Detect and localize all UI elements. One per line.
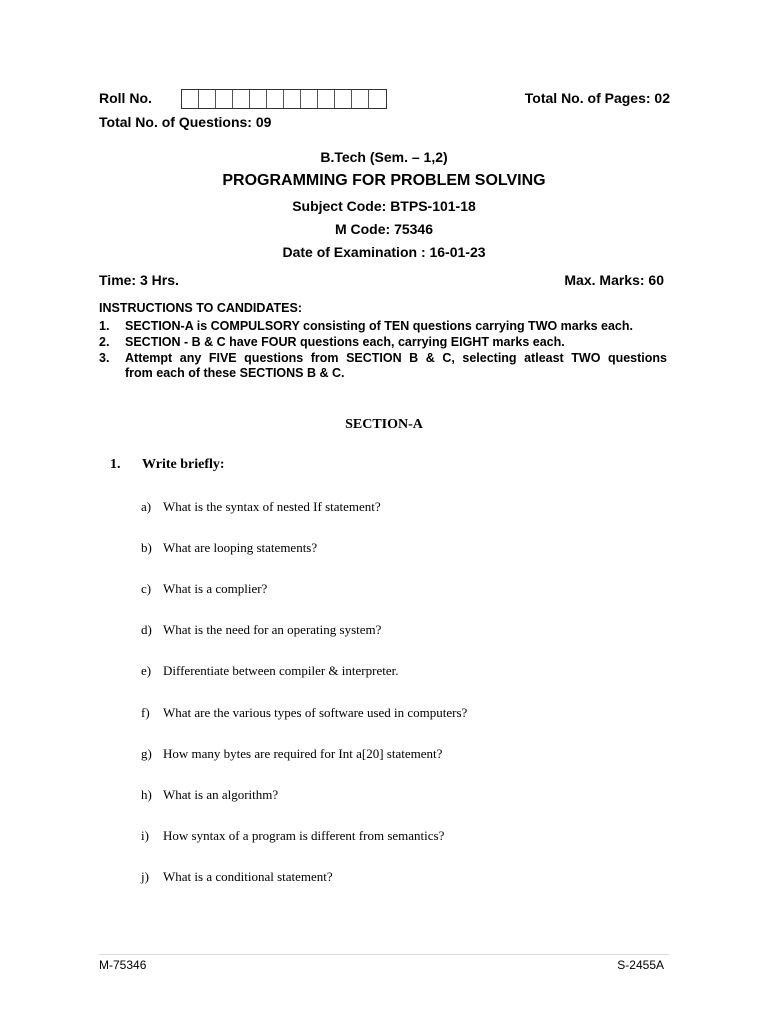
sub-question-text: What is a conditional statement? [163,868,333,884]
roll-digit-box[interactable] [216,90,233,108]
m-code: M Code: 75346 [334,221,434,237]
sub-question [0,622,768,640]
instruction-text: SECTION - B & C have FOUR questions each, carrying EIGHT marks each. [125,335,565,349]
sub-question-text: What is the need for an operating system? [163,622,382,638]
sub-question-letter: b) [141,540,152,556]
roll-number-boxes[interactable] [181,89,387,109]
footer-right-code: S-2455A [617,958,664,972]
roll-digit-box[interactable] [301,90,318,108]
sub-question-letter: i) [141,827,149,843]
sub-question-text: What is an algorithm? [163,786,279,802]
subject-code: Subject Code: BTPS-101-18 [292,198,476,214]
roll-digit-box[interactable] [318,90,335,108]
sub-question-letter: e) [141,663,152,679]
sub-question-text: What is a complier? [163,581,268,597]
instruction-number: 1. [99,319,110,333]
sub-question-letter: h) [141,786,152,802]
instruction-number: 2. [99,335,110,349]
instruction-item [0,319,768,335]
sub-question-text: What are looping statements? [163,540,318,556]
footer-divider [99,954,669,955]
instruction-number: 3. [99,351,110,365]
total-questions: Total No. of Questions: 09 [99,114,272,130]
roll-digit-box[interactable] [352,90,369,108]
roll-digit-box[interactable] [250,90,267,108]
sub-question [0,869,768,887]
sub-question [0,663,768,681]
roll-digit-box[interactable] [233,90,250,108]
roll-digit-box[interactable] [369,90,386,108]
instruction-item [0,351,768,383]
roll-no-label: Roll No. [99,90,152,106]
exam-date: Date of Examination : 16-01-23 [282,244,486,260]
sub-question [0,787,768,805]
course-line: B.Tech (Sem. – 1,2) [320,149,448,165]
roll-digit-box[interactable] [335,90,352,108]
question-title: Write briefly: [142,457,225,472]
sub-question [0,828,768,846]
sub-question [0,746,768,764]
sub-question-text: How syntax of a program is different from semantics? [163,827,445,843]
sub-question-letter: d) [141,622,152,638]
max-marks: Max. Marks: 60 [564,272,664,288]
sub-question [0,499,768,517]
roll-digit-box[interactable] [199,90,216,108]
sub-question-text: Differentiate between compiler & interpreter. [163,663,399,679]
sub-question-letter: g) [141,745,152,761]
sub-question-text: What is the syntax of nested If statement? [163,499,381,514]
instructions-heading: INSTRUCTIONS TO CANDIDATES: [99,301,303,315]
instruction-item [0,335,768,351]
total-pages: Total No. of Pages: 02 [524,90,670,106]
section-title: SECTION-A [345,417,423,432]
instruction-text: SECTION-A is COMPULSORY consisting of TEN questions carrying TWO marks each. [125,319,633,333]
question-number: 1. [110,457,121,472]
subject-title: PROGRAMMING FOR PROBLEM SOLVING [222,172,546,189]
roll-digit-box[interactable] [182,90,199,108]
sub-question-letter: c) [141,581,152,597]
sub-question-text: What are the various types of software used in computers? [163,704,468,720]
roll-digit-box[interactable] [267,90,284,108]
time-duration: Time: 3 Hrs. [99,272,179,288]
instruction-text: Attempt any FIVE questions from SECTION B & C, selecting atleast TWO questions [125,351,667,365]
sub-question [0,581,768,599]
sub-question [0,540,768,558]
sub-question-letter: j) [141,868,149,884]
sub-question-letter: f) [141,704,150,720]
sub-question-letter: a) [141,499,152,514]
sub-question [0,705,768,723]
sub-question-text: How many bytes are required for Int a[20] statement? [163,745,443,761]
footer-left-code: M-75346 [99,958,147,972]
instruction-text-continued: from each of these SECTIONS B & C. [125,366,345,380]
roll-digit-box[interactable] [284,90,301,108]
